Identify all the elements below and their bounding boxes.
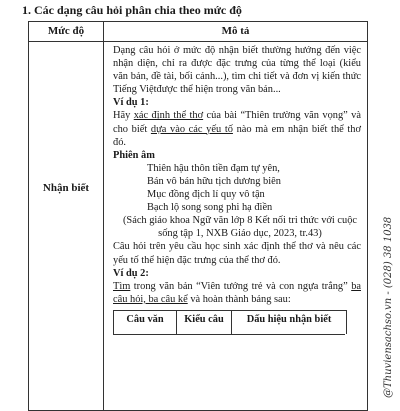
phien-am-label: Phiên âm bbox=[113, 149, 155, 161]
example-2-question: Tìm trong văn bản “Viên tướng trẻ và con ngựa trắng” ba câu hỏi, ba câu kể và hoàn thành bảng sau: bbox=[113, 280, 361, 305]
description-cell bbox=[113, 44, 361, 335]
example-1-label: Ví dụ 1: bbox=[113, 97, 149, 109]
side-watermark: @Thuviensachso.vn - (028) 38 1038 bbox=[383, 216, 394, 398]
poem-line: Mục đồng địch lí quy vô tận bbox=[147, 189, 265, 201]
column-divider bbox=[103, 22, 104, 410]
header-divider bbox=[29, 41, 367, 42]
poem-source: (Sách giáo khoa Ngữ văn lớp 8 Kết nối tri thức với cuộc sống tập 1, NXB Giáo dục, 2023, tr.43) bbox=[122, 215, 358, 240]
description-intro: Dạng câu hỏi ở mức độ nhận biết thường hướng đến việc nhận diện, chỉ ra được đặc trưng của từng thể loại (kiểu văn bản, đề tài, bối cảnh...), tìm chi tiết và đơn vị kiến thức Tiếng Việtđược thể hiện trong văn bản... bbox=[113, 45, 361, 96]
poem-line: Bạch lộ song song phi hạ điền bbox=[147, 202, 273, 214]
answer-col-type: Kiểu câu bbox=[177, 311, 232, 334]
example-1-note: Câu hỏi trên yêu cầu học sinh xác định thể thơ và nêu các yếu tố thể hiện đặc trưng của thể thơ đó. bbox=[113, 241, 361, 266]
answer-col-sentence: Câu văn bbox=[114, 311, 177, 334]
level-cell: Nhận biết bbox=[42, 182, 90, 194]
col-header-level: Mức độ bbox=[47, 25, 85, 37]
col-header-description: Mô tả bbox=[221, 25, 250, 37]
example-1-question: Hãy xác định thể thơ của bài “Thiên trường vãn vọng” và cho biết dựa vào các yếu tố nào mà em nhận biết thể thơ đó. bbox=[113, 110, 361, 148]
poem-line: Thiên hậu thôn tiền đạm tự yên, bbox=[147, 162, 280, 174]
question-level-table bbox=[28, 21, 368, 411]
answer-table-header bbox=[113, 310, 347, 334]
section-heading: 1. Các dạng câu hỏi phân chia theo mức độ bbox=[22, 3, 242, 17]
answer-col-sign: Dấu hiệu nhận biết bbox=[246, 313, 332, 325]
example-2-label: Ví dụ 2: bbox=[113, 267, 149, 279]
poem-line: Bán vô bán hữu tịch dương biên bbox=[147, 175, 281, 187]
